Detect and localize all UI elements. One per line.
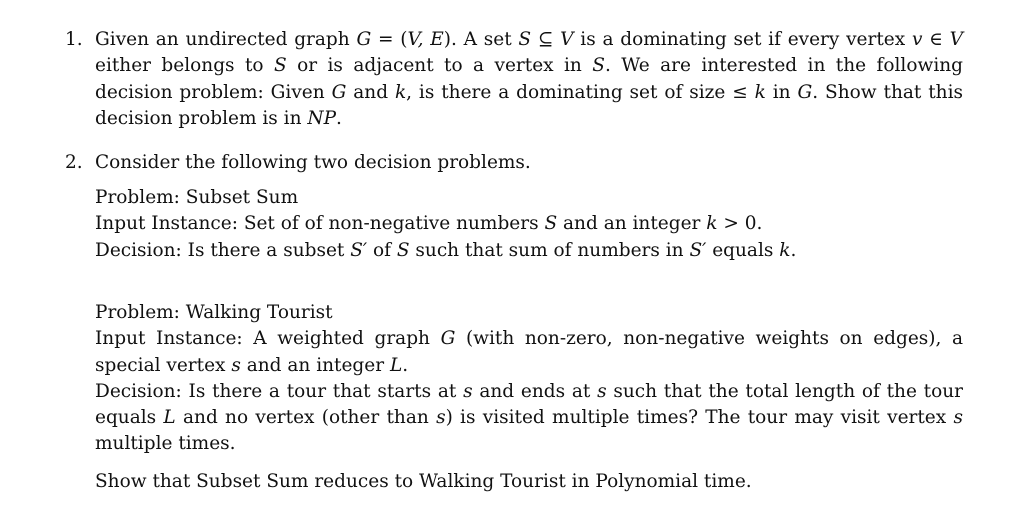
- text-run: Decision: Is there a subset: [95, 239, 351, 261]
- subset-sum-problem: Problem: Subset Sum: [95, 187, 299, 208]
- problem-2-intro: Consider the following two decision problems.: [95, 152, 531, 173]
- text-run: and ends at: [472, 380, 598, 402]
- text-run: . Show that this decision problem is in: [95, 81, 963, 129]
- text-run: .: [402, 354, 409, 376]
- math-symbol: G: [331, 81, 347, 103]
- text-run: equals: [706, 239, 780, 261]
- math-symbol: L: [163, 407, 176, 429]
- problem-2-number: 2.: [65, 152, 83, 173]
- walking-tourist-problem: Problem: Walking Tourist: [95, 302, 333, 323]
- math-symbol: S: [273, 55, 287, 77]
- text-run: , is there a dominating set of size ≤: [406, 81, 755, 103]
- text-run: in: [765, 81, 798, 103]
- text-run: = (: [371, 29, 408, 50]
- math-symbol: L: [389, 354, 403, 376]
- math-symbol: S: [592, 55, 605, 77]
- subset-sum-block: [95, 185, 963, 264]
- math-symbol: S: [518, 29, 532, 50]
- text-run: ). A set: [443, 29, 519, 50]
- subset-sum-input: [95, 211, 963, 237]
- walking-tourist-block: [95, 300, 963, 458]
- text-run: such that the total length of the tour equals: [95, 380, 963, 429]
- text-run: . We are interested in the following decision problem: Given: [95, 55, 963, 103]
- text-run: is a dominating set if every vertex: [573, 29, 912, 50]
- problem-2: [65, 150, 963, 176]
- math-symbol: V: [560, 29, 574, 50]
- text-run: ⊆: [531, 29, 561, 50]
- text-run: ∈: [922, 29, 950, 50]
- problem-2-conclusion: Show that Subset Sum reduces to Walking Tourist in Polynomial time.: [95, 471, 752, 492]
- walking-tourist-decision: [95, 379, 963, 458]
- math-symbol: k: [706, 213, 718, 235]
- text-run: and no vertex (other than: [175, 407, 437, 429]
- text-run: or is adjacent to a vertex in: [286, 55, 593, 77]
- text-run: Decision: Is there a tour that starts at: [95, 380, 464, 402]
- math-symbol: V: [949, 29, 963, 50]
- text-run: of: [367, 239, 397, 261]
- text-run: .: [790, 239, 797, 261]
- text-run: > 0.: [717, 213, 763, 235]
- math-symbol: s: [231, 354, 241, 376]
- math-symbol: S: [396, 239, 410, 261]
- math-symbol: NP: [307, 107, 337, 129]
- math-symbol: v: [911, 29, 923, 50]
- math-symbol: k: [779, 239, 791, 261]
- text-run: Input Instance: A weighted graph: [95, 328, 441, 350]
- text-run: .: [336, 107, 342, 129]
- walking-tourist-input: [95, 326, 963, 379]
- math-symbol: G: [797, 81, 813, 103]
- text-run: either belongs to: [95, 55, 274, 77]
- math-symbol: S′: [350, 239, 368, 261]
- math-symbol: s: [436, 407, 446, 429]
- text-run: ) is visited multiple times? The tour may visit vertex: [445, 407, 954, 429]
- math-symbol: k: [754, 81, 766, 103]
- text-run: and: [346, 81, 395, 103]
- text-run: Input Instance: Set of of non-negative numbers: [95, 213, 545, 235]
- text-run: and an integer: [557, 213, 707, 235]
- math-symbol: s: [597, 380, 607, 402]
- text-run: multiple times.: [95, 433, 236, 455]
- math-symbol: S′: [689, 239, 707, 261]
- math-symbol: G: [440, 328, 456, 350]
- math-symbol: S: [544, 213, 558, 235]
- problem-1-number: 1.: [65, 29, 83, 50]
- problem-1-text: [95, 27, 963, 132]
- subset-sum-decision: [95, 238, 963, 264]
- math-symbol: s: [463, 380, 473, 402]
- math-symbol: G: [356, 29, 372, 50]
- conclusion-block: [95, 469, 963, 495]
- math-symbol: V, E: [407, 29, 444, 50]
- text-run: (with non-zero, non-negative weights on edges), a special vertex: [95, 328, 963, 376]
- text-run: and an integer: [240, 354, 390, 376]
- math-symbol: k: [394, 81, 407, 103]
- text-run: such that sum of numbers in: [409, 239, 690, 261]
- math-symbol: s: [953, 407, 963, 429]
- text-run: Given an undirected graph: [95, 29, 357, 50]
- problem-1: [65, 27, 963, 132]
